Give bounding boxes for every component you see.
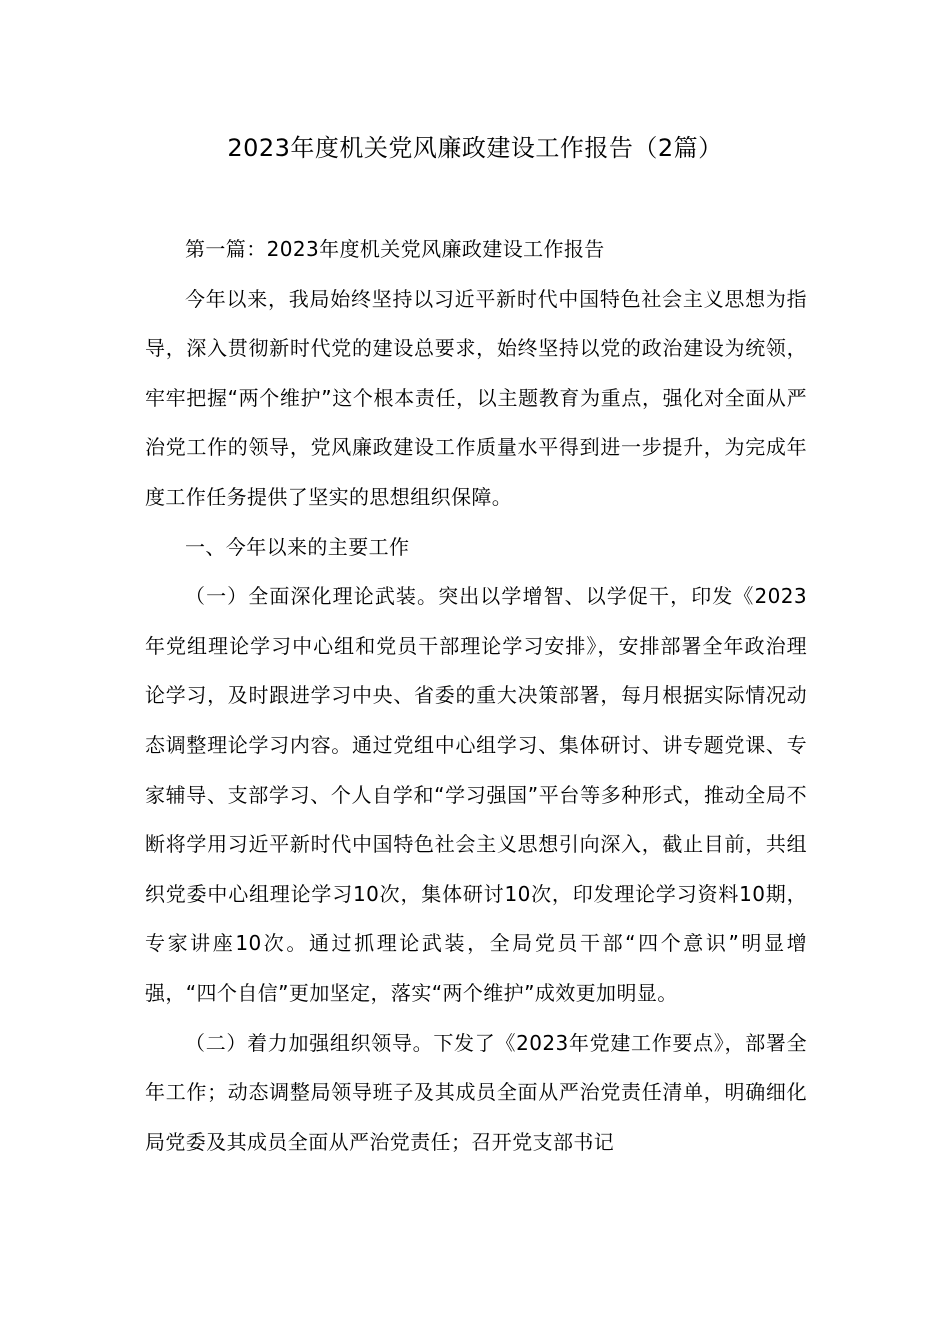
document-title: 2023年度机关党风廉政建设工作报告（2篇） (227, 134, 723, 162)
paragraph-intro: 今年以来，我局始终坚持以习近平新时代中国特色社会主义思想为指导，深入贯彻新时代党的建设总要求，始终坚持以党的政治建设为统领，牢牢把握“两个维护”这个根本责任，以主题教育为重点，强化对全面从严治党工作的领导，党风廉政建设工作质量水平得到进一步提升，为完成年度工作任务提供了坚实的思想组织保障。 (145, 286, 807, 509)
document-body (145, 225, 807, 1167)
paragraph-theory-study: （一）全面深化理论武装。突出以学增智、以学促干，印发《2023年党组理论学习中心组和党员干部理论学习安排》，安排部署全年政治理论学习，及时跟进学习中央、省委的重大决策部署，每月根据实际情况动态调整理论学习内容。通过党组中心组学习、集体研讨、讲专题党课、专家辅导、支部学习、个人自学和“学习强国”平台等多种形式，推动全局不断将学用习近平新时代中国特色社会主义思想引向深入，截止目前，共组织党委中心组理论学习10次，集体研讨10次，印发理论学习资料10期，专家讲座10次。通过抓理论武装，全局党员干部“四个意识”明显增强，“四个自信”更加坚定，落实“两个维护”成效更加明显。 (145, 584, 807, 1005)
section-heading-main-work: 一、今年以来的主要工作 (185, 534, 410, 559)
section-heading-part-one: 第一篇：2023年度机关党风廉政建设工作报告 (185, 237, 605, 261)
paragraph-organization-leadership: （二）着力加强组织领导。下发了《2023年党建工作要点》，部署全年工作；动态调整局领导班子及其成员全面从严治党责任清单，明确细化局党委及其成员全面从严治党责任；召开党支部书记 (145, 1030, 807, 1154)
